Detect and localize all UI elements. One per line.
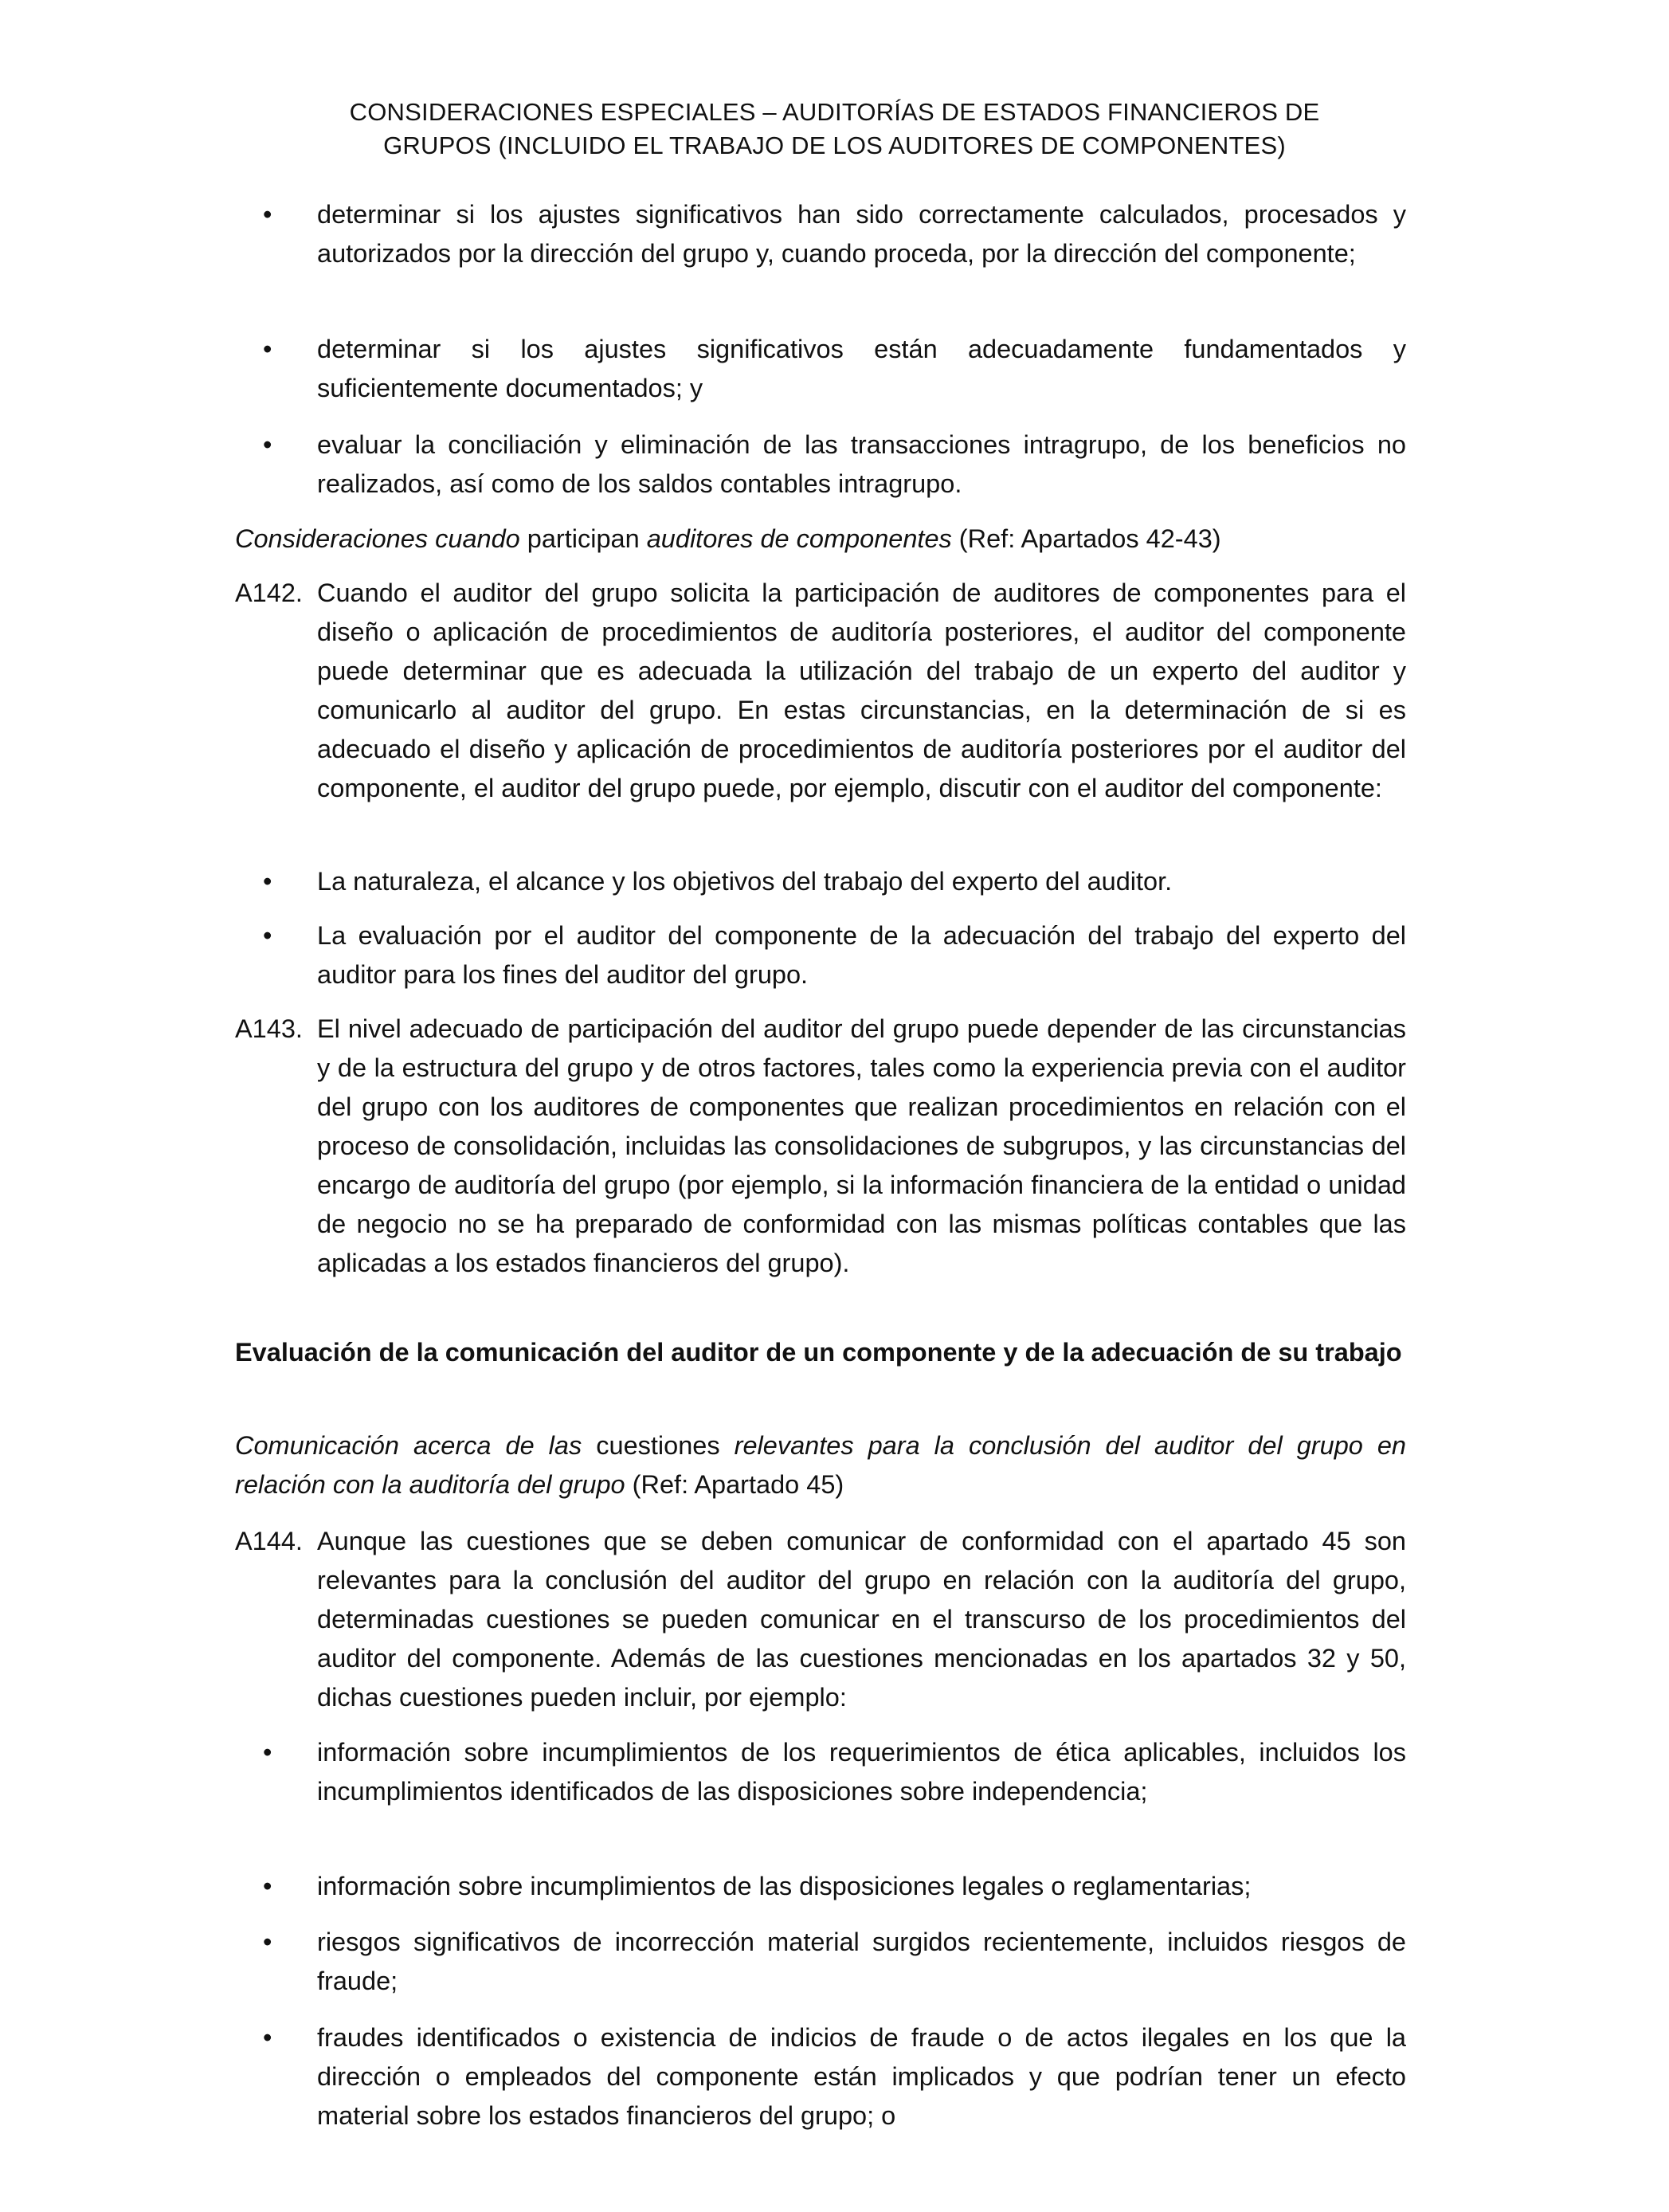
subheading-text: cuestiones [582, 1431, 735, 1460]
subheading-italic: relevantes para la conclusión del auditor del grupo en relación con la auditoría del grupo [235, 1431, 1407, 1499]
paragraph-number: A142. [235, 578, 303, 607]
bullet-mark: • [263, 921, 272, 950]
running-header [0, 96, 1669, 163]
bullet-text: fraudes identificados o existencia de indicios de fraude o de actos ilegales en los que la dirección o empleados del componente están implicados y que podrían tener un efecto material sobre los estados financieros del grupo; o [317, 2023, 1406, 2130]
bullet-mark: • [263, 867, 272, 896]
subheading-italic: Comunicación acerca de las [235, 1431, 582, 1460]
bullet-item [263, 195, 1406, 273]
bullet-text: La evaluación por el auditor del componente de la adecuación del trabajo del experto del auditor para los fines del auditor del grupo. [317, 921, 1406, 989]
bullet-text: La naturaleza, el alcance y los objetivos del trabajo del experto del auditor. [317, 867, 1173, 896]
bullet-mark: • [263, 1928, 272, 1956]
bullet-item [263, 2018, 1406, 2136]
bullet-mark: • [263, 430, 272, 459]
subheading-ref: (Ref: Apartados 42-43) [951, 524, 1221, 553]
paragraph-number: A144. [235, 1527, 303, 1555]
paragraph-text: Aunque las cuestiones que se deben comunicar de conformidad con el apartado 45 son relevantes para la conclusión del auditor del grupo en relación con la auditoría del grupo, determinadas cuestiones se pueden comunicar en el transcurso de los procedimientos del auditor del componente. Además de las cuestiones mencionadas en los apartados 32 y 50, dichas cuestiones pueden incluir, por ejemplo: [317, 1527, 1406, 1712]
bullet-text: evaluar la conciliación y eliminación de las transacciones intragrupo, de los beneficios no realizados, así como de los saldos contables intragrupo. [317, 430, 1406, 498]
subheading-italic: auditores de componentes [646, 524, 952, 553]
subheading-italic: Consideraciones cuando [235, 524, 520, 553]
running-header-line-1: CONSIDERACIONES ESPECIALES – AUDITORÍAS DE ESTADOS FINANCIEROS DE [349, 98, 1320, 126]
bullet-text: determinar si los ajustes significativos han sido correctamente calculados, procesados y autorizados por la dirección del grupo y, cuando proceda, por la dirección del componente; [317, 200, 1406, 268]
bullet-text: riesgos significativos de incorrección material surgidos recientemente, incluidos riesgos de fraude; [317, 1928, 1406, 1995]
bullet-text: determinar si los ajustes significativos están adecuadamente fundamentados y suficientemente documentados; y [317, 335, 1406, 402]
bullet-mark: • [263, 1738, 272, 1767]
bullet-item [263, 1733, 1406, 1811]
bullet-item [263, 916, 1406, 994]
running-header-line-2: GRUPOS (INCLUIDO EL TRABAJO DE LOS AUDITORES DE COMPONENTES) [383, 131, 1286, 159]
paragraph-number: A143. [235, 1014, 303, 1043]
section-heading: Evaluación de la comunicación del auditor de un componente y de la adecuación de su trabajo [235, 1338, 1402, 1367]
bullet-mark: • [263, 2023, 272, 2052]
paragraph-text: Cuando el auditor del grupo solicita la participación de auditores de componentes para el diseño o aplicación de procedimientos de auditoría posteriores, el auditor del componente puede determinar que es adecuada la utilización del trabajo de un experto del auditor y comunicarlo al auditor del grupo. En estas circunstancias, en la determinación de si es adecuado el diseño y aplicación de procedimientos de auditoría posteriores por el auditor del componente, el auditor del grupo puede, por ejemplo, discutir con el auditor del componente: [317, 578, 1406, 802]
subheading-components [235, 520, 1406, 559]
bullet-mark: • [263, 200, 272, 229]
bullet-item [263, 330, 1406, 408]
subheading-text: participan [519, 524, 647, 553]
bullet-item [263, 426, 1406, 504]
bullet-mark: • [263, 1872, 272, 1900]
subheading-communication [235, 1426, 1406, 1504]
bullet-text: información sobre incumplimientos de los requerimientos de ética aplicables, incluidos los incumplimientos identificados de las disposiciones sobre independencia; [317, 1738, 1406, 1806]
bullet-item [263, 1923, 1406, 2001]
bullet-item [263, 862, 1406, 901]
subheading-ref: (Ref: Apartado 45) [625, 1470, 844, 1499]
bullet-text: información sobre incumplimientos de las disposiciones legales o reglamentarias; [317, 1872, 1252, 1900]
bullet-item [263, 1867, 1406, 1906]
bullet-mark: • [263, 335, 272, 363]
paragraph-text: El nivel adecuado de participación del auditor del grupo puede depender de las circunstancias y de la estructura del grupo y de otros factores, tales como la experiencia previa con el auditor del grupo con los auditores de componentes que realizan procedimientos en relación con el proceso de consolidación, incluidas las consolidaciones de subgrupos, y las circunstancias del encargo de auditoría del grupo (por ejemplo, si la información financiera de la entidad o unidad de negocio no se ha preparado de conformidad con las mismas políticas contables que las aplicadas a los estados financieros del grupo). [317, 1014, 1406, 1277]
